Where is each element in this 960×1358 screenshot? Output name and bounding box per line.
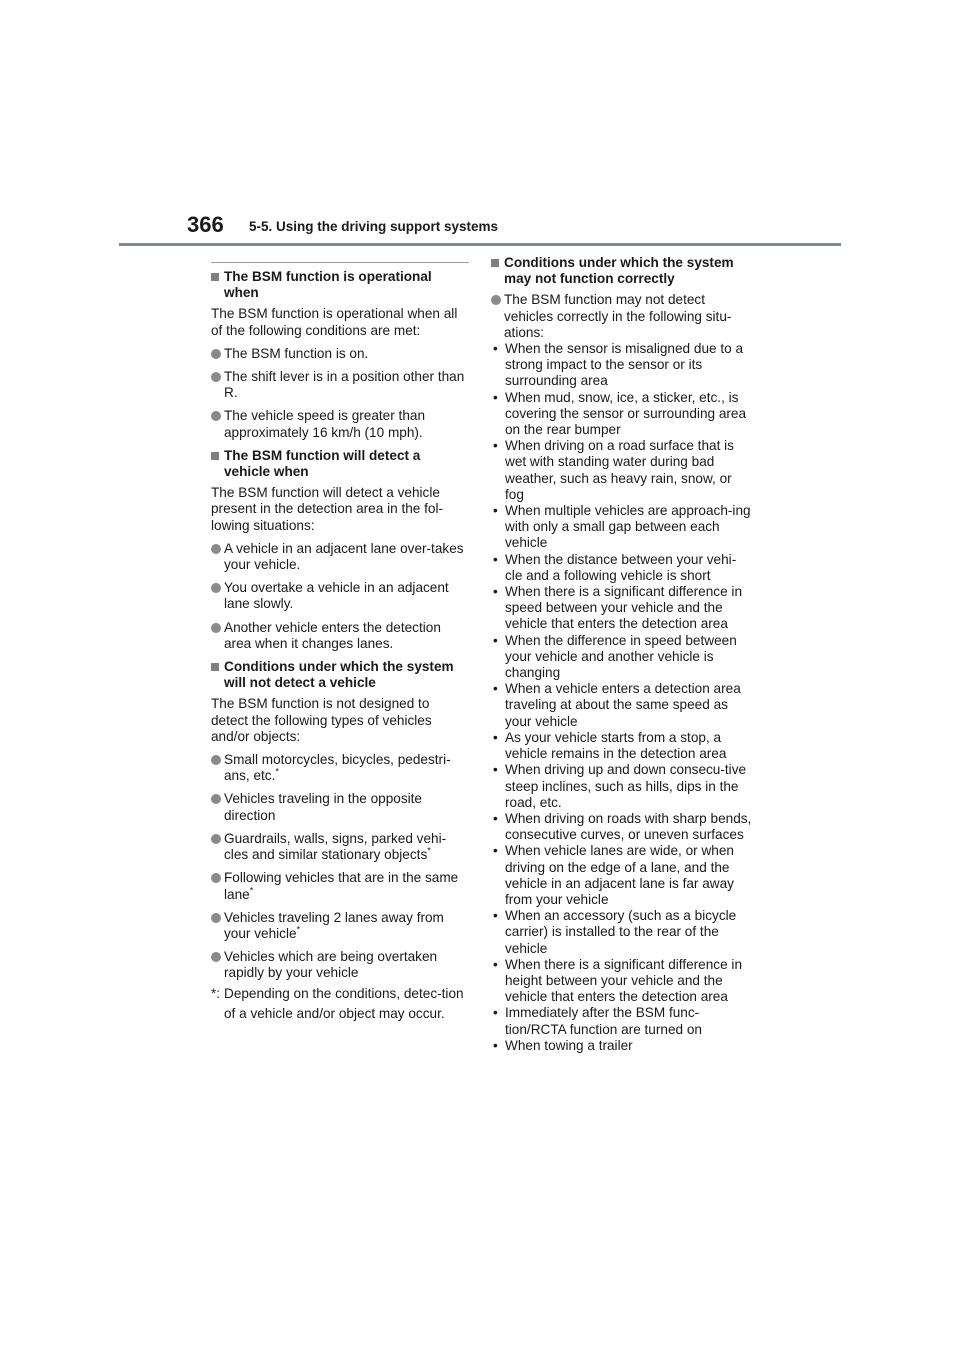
circle-bullet-icon	[211, 544, 221, 554]
list-item: • When there is a significant difference in height between your vehicle and the vehicle that enters the detection area	[493, 956, 743, 1005]
list-item: The vehicle speed is greater than approximately 16 km/h (10 mph).	[211, 408, 469, 440]
circle-bullet-icon	[211, 372, 221, 382]
square-bullet-icon	[211, 663, 219, 671]
footnote-asterisk: *	[427, 845, 431, 856]
list-item: • When mud, snow, ice, a sticker, etc., is covering the sensor or surrounding area on the rear bumper	[493, 389, 747, 438]
circle-bullet-icon	[211, 834, 221, 844]
list-item: • When the difference in speed between your vehicle and another vehicle is changing	[493, 632, 737, 681]
paragraph: The BSM function is operational when all of the following conditions are met:	[211, 306, 458, 338]
footnote-asterisk: *	[249, 884, 254, 895]
square-bullet-icon	[491, 259, 499, 267]
list-item: Another vehicle enters the detection area when it changes lanes.	[211, 620, 469, 652]
left-column	[211, 262, 469, 1024]
list-item: • When towing a trailer	[493, 1037, 633, 1053]
page-number: 366	[187, 212, 224, 237]
section-heading: Conditions under which the system will not detect a vehicle	[211, 659, 469, 691]
section-title: 5-5. Using the driving support systems	[249, 219, 499, 234]
condition-list	[491, 341, 753, 1054]
list-item: Guardrails, walls, signs, parked vehi-cles and similar stationary objects*	[211, 831, 469, 863]
circle-bullet-icon	[211, 913, 221, 923]
list-item: Vehicles traveling 2 lanes away from your vehicle*	[211, 910, 469, 942]
circle-bullet-icon	[211, 794, 221, 804]
list-item: The BSM function may not detect vehicles correctly in the following situ-ations:	[491, 292, 753, 341]
list-item: • When a vehicle enters a detection area traveling at about the same speed as your vehicle	[493, 681, 741, 729]
footnote-asterisk: *	[296, 924, 301, 935]
footnote-asterisk: *	[275, 766, 279, 777]
square-bullet-icon	[211, 273, 219, 281]
list-item: • When the sensor is misaligned due to a strong impact to the sensor or its surrounding area	[493, 341, 744, 389]
list-item: You overtake a vehicle in an adjacent lane slowly.	[211, 580, 469, 612]
section-heading: The BSM function will detect a vehicle when	[211, 448, 469, 480]
list-item: Vehicles traveling in the opposite direction	[211, 791, 469, 823]
circle-bullet-icon	[211, 952, 221, 962]
list-item: • When driving on roads with sharp bends, consecutive curves, or uneven surfaces	[493, 810, 752, 843]
circle-bullet-icon	[211, 349, 221, 359]
list-item: • When an accessory (such as a bicycle carrier) is installed to the rear of the vehicle	[493, 908, 737, 956]
list-item: • When there is a significant difference in speed between your vehicle and the vehicle that enters the detection area	[493, 584, 743, 632]
right-column	[491, 255, 753, 1054]
list-item: • When driving up and down consecu-tive steep inclines, such as hills, dips in the road, etc.	[493, 762, 747, 810]
section-heading: Conditions under which the system may not function correctly	[491, 255, 753, 287]
circle-bullet-icon	[211, 873, 221, 883]
list-item: Small motorcycles, bicycles, pedestri-ans, etc.*	[211, 752, 469, 784]
list-item: The BSM function is on.	[211, 346, 469, 362]
list-item: • When multiple vehicles are approach-ing with only a small gap between each vehicle	[493, 503, 751, 551]
footnote-mark: *:	[211, 985, 221, 1001]
list-item: The shift lever is in a position other than R.	[211, 369, 469, 401]
list-item: A vehicle in an adjacent lane over-takes your vehicle.	[211, 541, 469, 573]
list-item: • When the distance between your vehi-cle and a following vehicle is short	[493, 551, 737, 583]
paragraph: The BSM function is not designed to detect the following types of vehicles and/or objects:	[211, 696, 432, 744]
section-heading: The BSM function is operational when	[211, 269, 469, 301]
list-item: • When driving on a road surface that is wet with standing water during bad weather, such as heavy rain, snow, or fog	[493, 438, 734, 502]
list-item: Following vehicles that are in the same lane*	[211, 870, 469, 902]
circle-bullet-icon	[211, 755, 221, 765]
list-item: • Immediately after the BSM func-tion/RCTA function are turned on	[493, 1005, 702, 1037]
circle-bullet-icon	[491, 295, 501, 305]
list-item: • When vehicle lanes are wide, or when driving on the edge of a lane, and the vehicle in an adjacent lane is far away from your vehicle	[493, 843, 734, 907]
column-top-divider	[211, 262, 469, 263]
circle-bullet-icon	[211, 623, 221, 633]
header-divider	[119, 243, 841, 246]
list-item: Vehicles which are being overtaken rapidly by your vehicle	[211, 949, 469, 981]
footnote: *: Depending on the conditions, detec-tion of a vehicle and/or object may occur.	[211, 985, 464, 1021]
paragraph: The BSM function will detect a vehicle present in the detection area in the fol-lowing situations:	[211, 485, 443, 533]
circle-bullet-icon	[211, 411, 221, 421]
square-bullet-icon	[211, 452, 219, 460]
list-item: • As your vehicle starts from a stop, a vehicle remains in the detection area	[493, 729, 727, 762]
circle-bullet-icon	[211, 583, 221, 593]
